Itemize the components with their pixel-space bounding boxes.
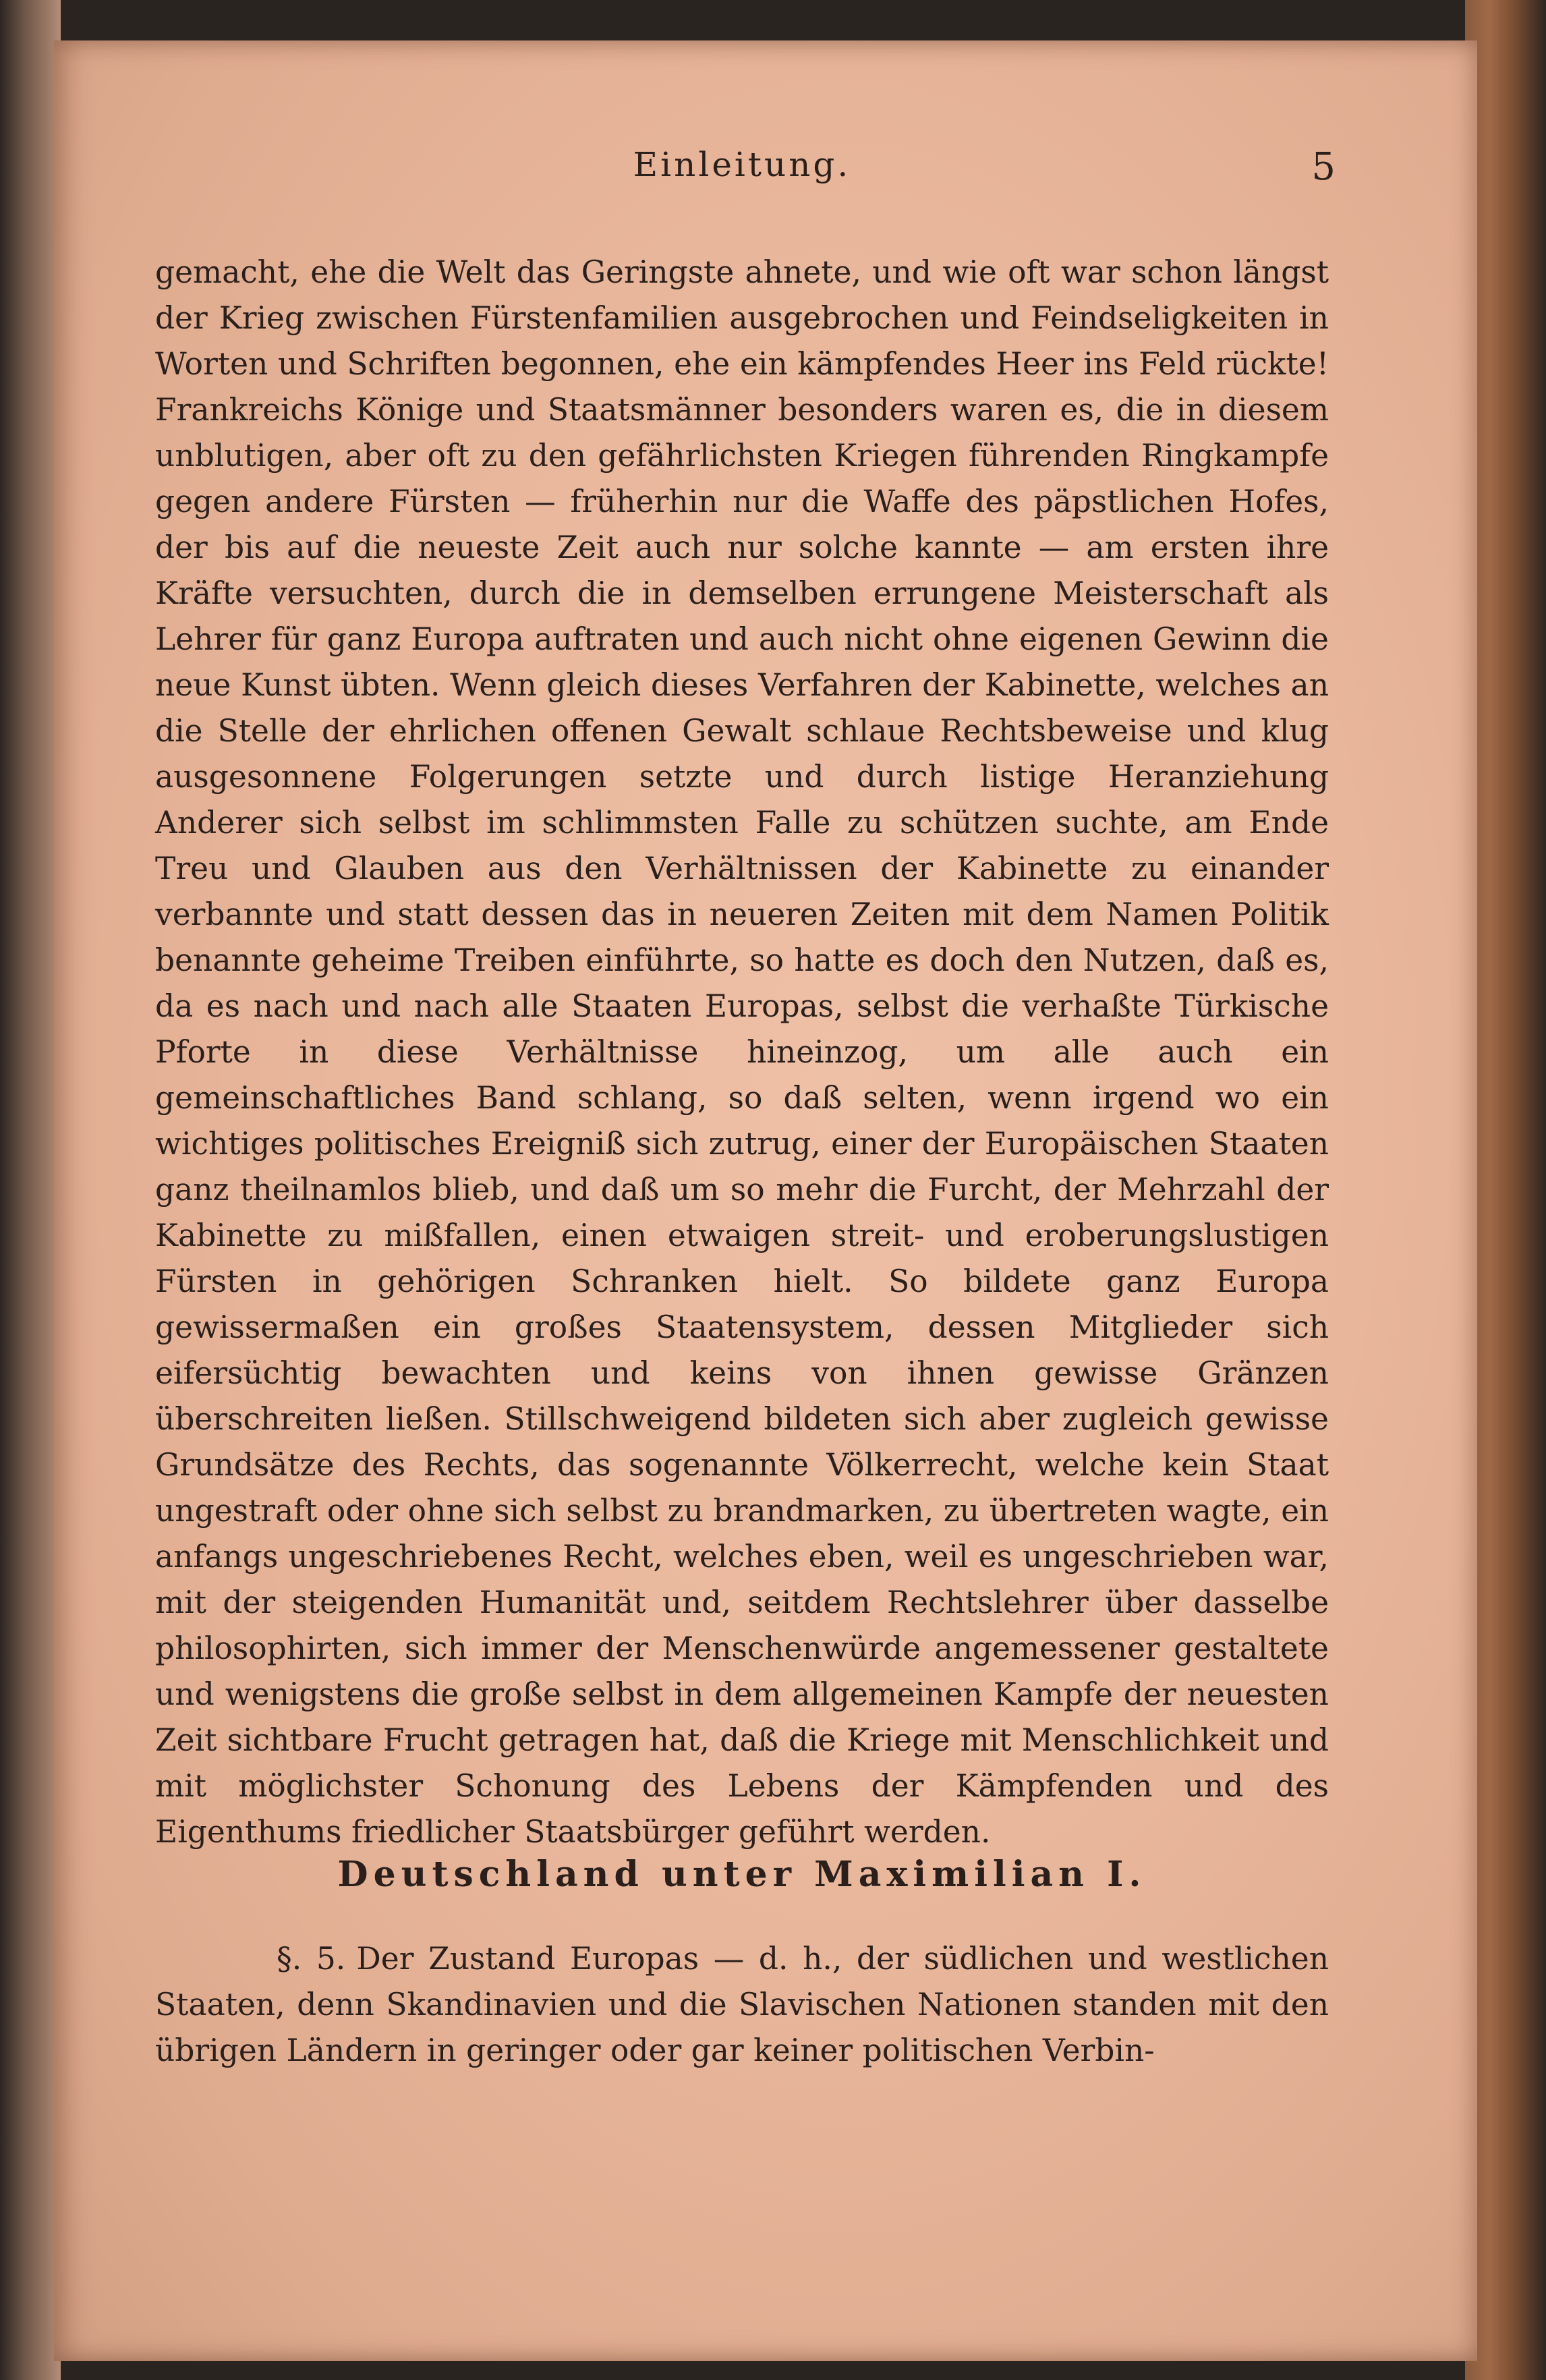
section-text: Der Zustand Europas — d. h., der südlichen und westlichen Staaten, denn Skandinavien und die Slavischen Nationen standen mit den übrigen Ländern in geringer oder gar keiner politischen Verbin- — [155, 1941, 1329, 2068]
section-heading: Deutschland unter Maximilian I. — [337, 1854, 1147, 1895]
body-paragraph: gemacht, ehe die Welt das Geringste ahnete, und wie oft war schon längst der Krieg zwischen Fürstenfamilien ausgebrochen und Feindseligkeiten in Worten und Schriften begonnen, ehe ein kämpfendes Heer ins Feld rückte! Frankreichs Könige und Staatsmänner besonders waren es, die in diesem unblutigen, aber oft zu den gefährlichsten Kriegen führenden Ringkampfe gegen andere Fürsten — früherhin nur die Waffe des päpstlichen Hofes, der bis auf die neueste Zeit auch nur solche kannte — am ersten ihre Kräfte versuchten, durch die in demselben errungene Meisterschaft als Lehrer für ganz Europa auftraten und auch nicht ohne eigenen Gewinn die neue Kunst übten. Wenn gleich dieses Verfahren der Kabinette, welches an die Stelle der ehrlichen offenen Gewalt schlaue Rechtsbeweise und klug ausgesonnene Folgerungen setzte und durch listige Heranziehung Anderer sich selbst im schlimmsten Falle zu schützen suchte, am Ende Treu und Glauben aus den Verhältnissen der Kabinette zu einander verbannte und statt dessen das in neueren Zeiten mit dem Namen Politik benannte geheime Treiben einführte, so hatte es doch den Nutzen, daß es, da es nach und nach alle Staaten Europas, selbst die verhaßte Türkische Pforte in diese Verhältnisse hineinzog, um alle auch ein gemeinschaftliches Band schlang, so daß selten, wenn irgend wo ein wichtiges politisches Ereigniß sich zutrug, einer der Europäischen Staaten ganz theilnamlos blieb, und daß um so mehr die Furcht, der Mehrzahl der Kabinette zu mißfallen, einen etwaigen streit- und eroberungslustigen Fürsten in gehörigen Schranken hielt. So bildete ganz Europa gewissermaßen ein großes Staatensystem, dessen Mitglieder sich eifersüchtig bewachten und keins von ihnen gewisse Gränzen überschreiten ließen. Stillschweigend bildeten sich aber zugleich gewisse Grundsätze des Rechts, das sogenannte Völkerrecht, welche kein Staat ungestraft oder ohne sich selbst zu brandmarken, zu übertreten wagte, ein anfangs ungeschriebenes Recht, welches eben, weil es ungeschrieben war, mit der steigenden Humanität und, seitdem Rechtslehrer über dasselbe philosophirten, sich immer der Menschenwürde angemessener gestaltete und wenigstens die große selbst in dem allgemeinen Kampfe der neuesten Zeit sichtbare Frucht getragen hat, daß die Kriege mit Menschlichkeit und mit möglichster Schonung des Lebens der Kämpfenden und des Eigenthums friedlicher Staatsbürger geführt werden. — [155, 254, 1329, 1850]
page-header — [148, 145, 1336, 206]
running-head: Einleitung. — [633, 145, 851, 184]
book-cover-edge — [1465, 0, 1546, 2380]
page-number: 5 — [1311, 145, 1336, 189]
section-mark: §. 5. — [277, 1941, 346, 1977]
section-paragraph — [155, 1936, 1329, 2074]
book-spine — [0, 0, 61, 2380]
